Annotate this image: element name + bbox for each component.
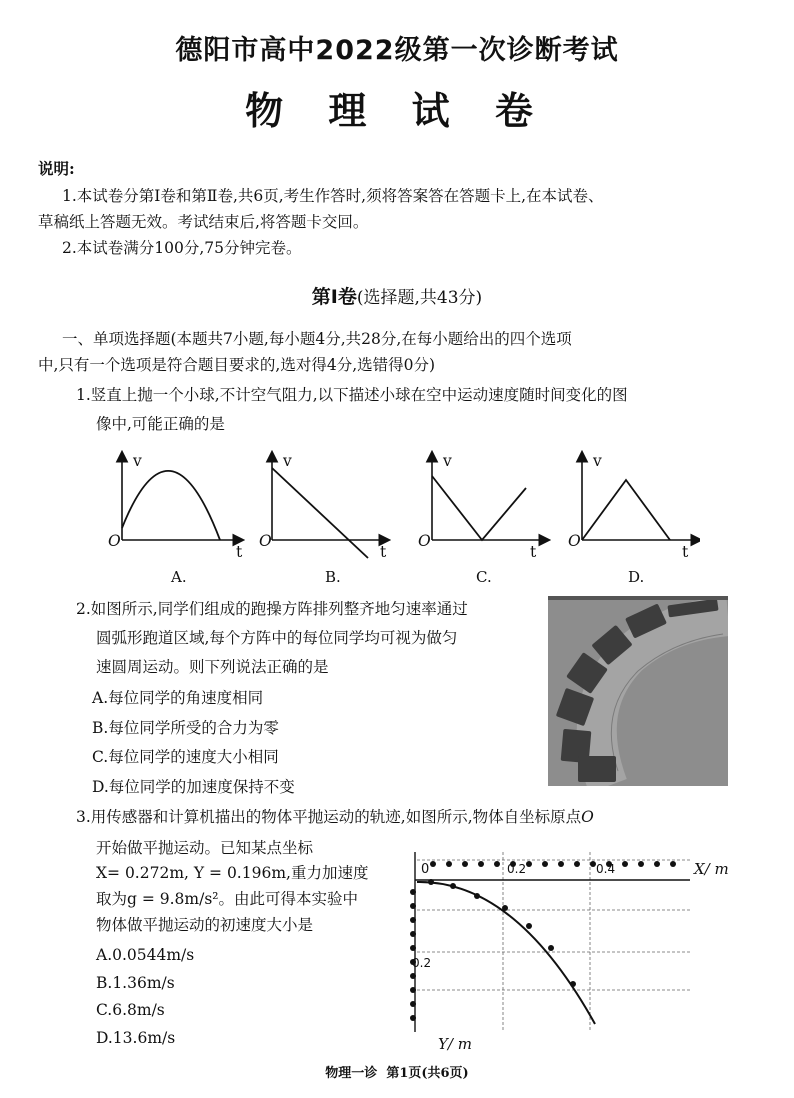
q3-graph-y1: 0.2 [412, 956, 432, 970]
notes-line1a: 1.本试卷分第Ⅰ卷和第Ⅱ卷,共6页,考生作答时,须将答案答在答题卡上,在本试卷、 [62, 187, 604, 205]
q2-option-c: C.每位同学的速度大小相同 [92, 748, 279, 766]
q3-graph-origin: 0 [421, 862, 430, 877]
graph-d-t: t [682, 543, 689, 561]
section-title-sub: (选择题,共43分) [356, 288, 483, 308]
q3-line1-text: 3.用传感器和计算机描出的物体平抛运动的轨迹,如图所示,物体自坐标原点 [76, 808, 582, 826]
q3-graph-top-dots [430, 861, 676, 867]
notes-line1b: 草稿纸上答题无效。考试结束后,将答题卡交回。 [38, 213, 369, 231]
graph-a-v: v [133, 452, 142, 470]
part1-line2: 中,只有一个选项是符合题目要求的,选对得4分,选错得0分) [38, 356, 436, 374]
graph-d-v: v [593, 452, 602, 470]
graph-b-v: v [283, 452, 292, 470]
section-title-main: 第Ⅰ卷 [311, 286, 357, 308]
q3-graph-xlabel: X/ m [694, 860, 729, 878]
notes-heading: 说明: [38, 159, 75, 178]
q3-graph-x1: 0.2 [507, 862, 527, 876]
q2-line1: 2.如图所示,同学们组成的跑操方阵排列整齐地匀速率通过 [76, 600, 468, 618]
q3-graph-x2: 0.4 [596, 862, 616, 876]
graph-b-t: t [380, 543, 387, 561]
q2-option-b: B.每位同学所受的合力为零 [92, 719, 279, 737]
part1-line1: 一、单项选择题(本题共7小题,每小题4分,共28分,在每小题给出的四个选项 [62, 330, 572, 348]
q2-line3: 速圆周运动。则下列说法正确的是 [96, 658, 329, 676]
graph-c-v: v [443, 452, 452, 470]
q1-line2: 像中,可能正确的是 [96, 415, 225, 433]
q3-option-c: C.6.8m/s [96, 1001, 165, 1019]
notes-line2: 2.本试卷满分100分,75分钟完卷。 [62, 239, 302, 257]
q3-option-d: D.13.6m/s [96, 1029, 176, 1047]
q3-trajectory-curve [417, 882, 595, 1024]
q3-line5: 物体做平抛运动的初速度大小是 [96, 916, 314, 934]
exam-title: 德阳市高中2022级第一次诊断考试 [175, 35, 619, 66]
q2-line2: 圆弧形跑道区域,每个方阵中的每位同学均可视为做匀 [96, 629, 458, 647]
graph-d-origin: O [568, 532, 581, 550]
graph-a-t: t [236, 543, 243, 561]
q3-line4: 取为g = 9.8m/s²。由此可得本实验中 [96, 890, 359, 908]
q1-line1: 1.竖直上抛一个小球,不计空气阻力,以下描述小球在空中运动速度随时间变化的图 [76, 386, 628, 404]
q3-trajectory-points [428, 879, 576, 987]
graph-c-origin: O [418, 532, 431, 550]
exam-subtitle: 物 理 试 卷 [245, 89, 549, 133]
q3-line1-var: O [581, 808, 594, 826]
page-footer: 物理一诊 第1页(共6页) [325, 1066, 469, 1081]
q2-photo [548, 596, 728, 786]
q3-line3: X= 0.272m, Y = 0.196m,重力加速度 [96, 864, 369, 882]
q3-option-a: A.0.0544m/s [96, 946, 195, 964]
section-title [0, 282, 794, 309]
q2-option-a: A.每位同学的角速度相同 [92, 689, 264, 707]
q3-option-b: B.1.36m/s [96, 974, 175, 992]
q1-option-a: A. [171, 568, 187, 586]
q3-trajectory-graph [405, 852, 695, 1032]
graph-a-origin: O [108, 532, 121, 550]
q2-option-d: D.每位同学的加速度保持不变 [92, 778, 295, 796]
q1-option-d: D. [628, 568, 645, 586]
q3-line2: 开始做平抛运动。已知某点坐标 [96, 839, 314, 857]
q1-graphs [100, 448, 700, 568]
graph-c-t: t [530, 543, 537, 561]
graph-b-origin: O [259, 532, 272, 550]
q1-option-c: C. [476, 568, 492, 586]
q3-graph-ylabel: Y/ m [438, 1035, 472, 1053]
q3-line1 [76, 805, 594, 829]
q1-option-b: B. [325, 568, 341, 586]
